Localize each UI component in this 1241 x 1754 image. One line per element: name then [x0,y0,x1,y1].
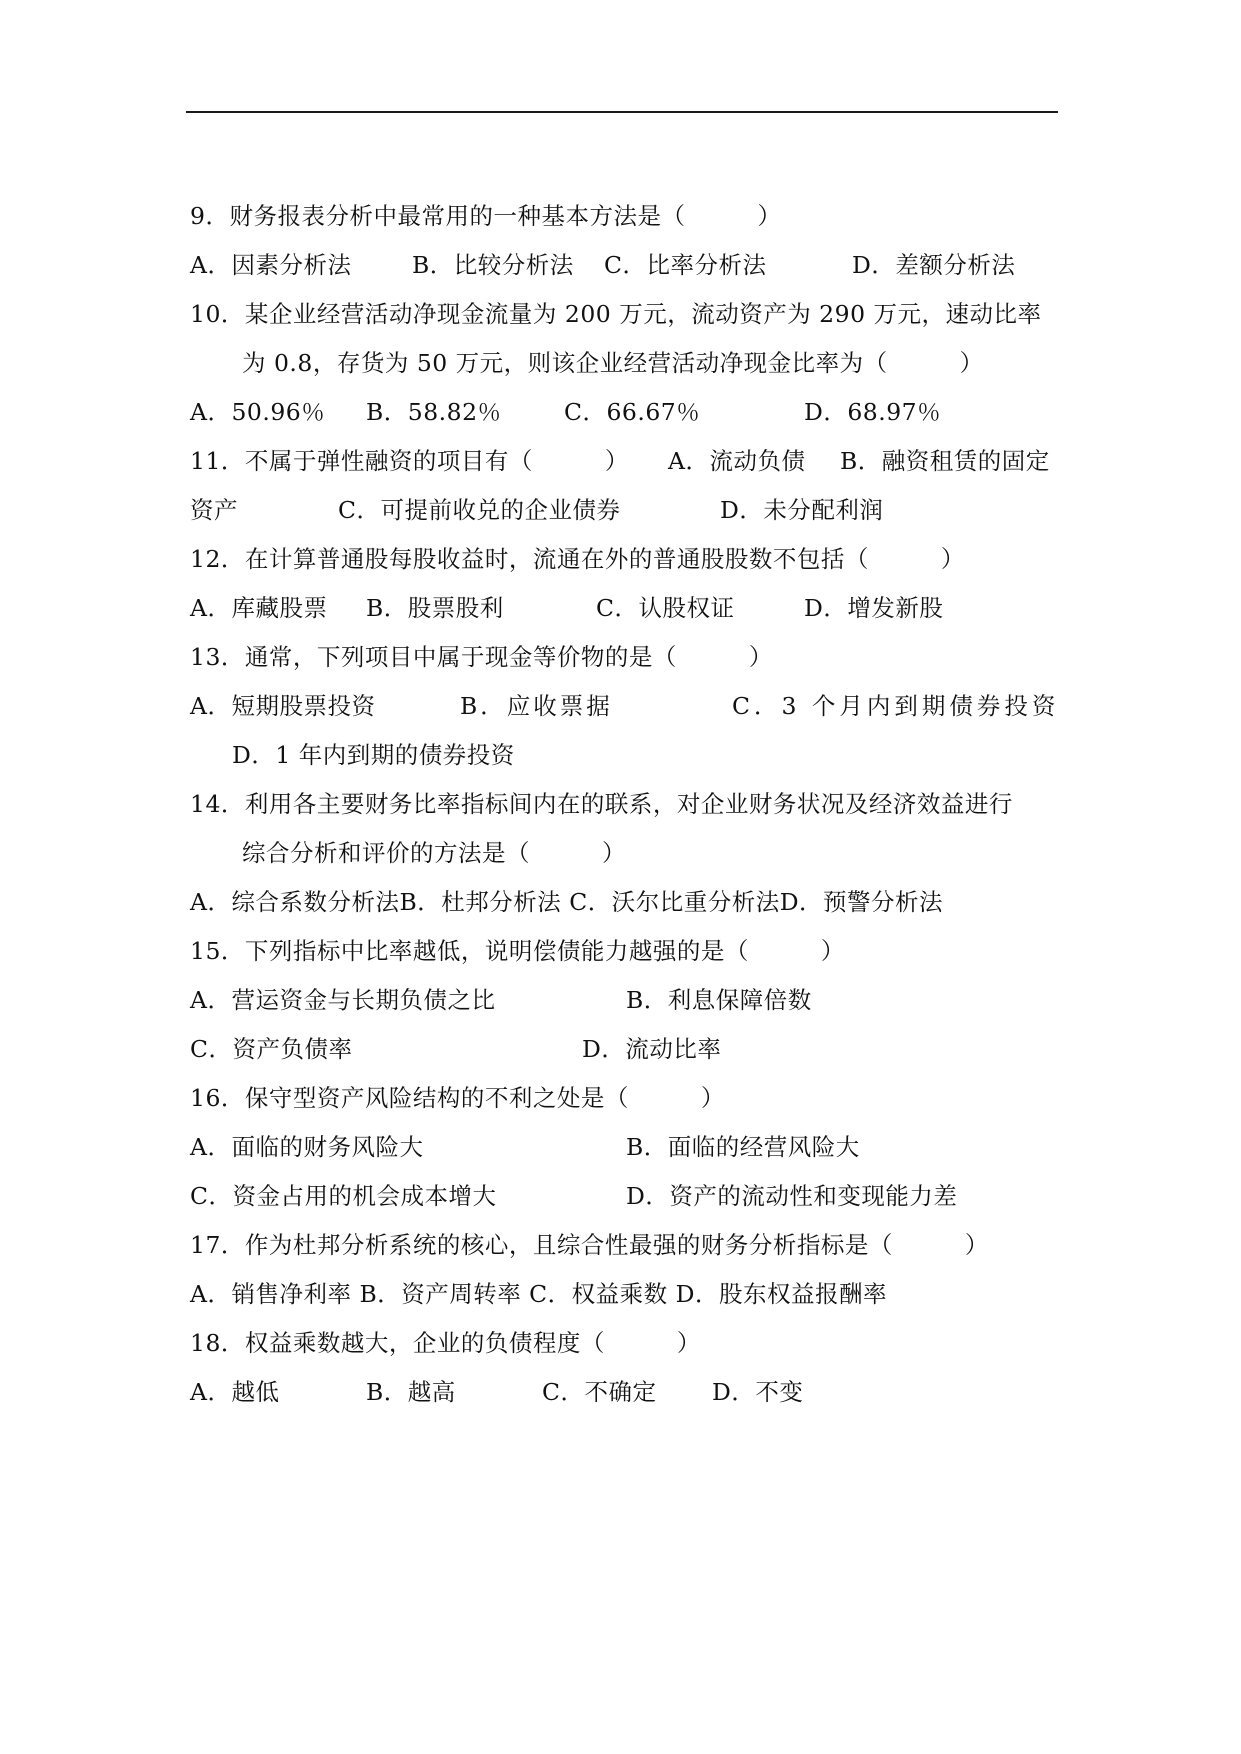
option-b: B．股票股利 [366,594,504,622]
option-a: A．库藏股票 [190,594,328,622]
option-c: C．资产负债率 [190,1035,353,1063]
option-c: C．66.67％ [564,398,701,426]
question-15-options-row-1 [190,982,1058,1018]
option-b: B．58.82％ [366,398,502,426]
question-18-options [190,1374,1058,1410]
option-d: D．资产的流动性和变现能力差 [626,1182,958,1210]
question-13-option-d: D．1 年内到期的债券投资 [232,741,515,769]
question-14-stem-line-1: 14．利用各主要财务比率指标间内在的联系，对企业财务状况及经济效益进行 [190,790,1013,818]
question-17-stem: 17．作为杜邦分析系统的核心，且综合性最强的财务分析指标是（ ） [190,1231,989,1259]
option-a: A．短期股票投资 [190,692,376,720]
option-d: D．流动比率 [582,1035,722,1063]
option-a: A．流动负债 [668,447,806,475]
option-d: D．不变 [712,1378,804,1406]
question-9-options [190,247,1058,283]
question-17-options: A．销售净利率 B．资产周转率 C．权益乘数 D．股东权益报酬率 [190,1280,887,1308]
header-rule [186,111,1058,113]
option-c: C．不确定 [542,1378,657,1406]
option-b: B．应收票据 [460,692,613,720]
question-12-options [190,590,1058,626]
question-14-options: A．综合系数分析法B．杜邦分析法 C．沃尔比重分析法D．预警分析法 [190,888,944,916]
question-16-stem: 16．保守型资产风险结构的不利之处是（ ） [190,1084,725,1112]
question-10-stem-line-2: 为 0.8，存货为 50 万元，则该企业经营活动净现金比率为（ ） [242,349,984,377]
question-11-stem-line-1 [190,443,1058,479]
option-a: A．面临的财务风险大 [190,1133,424,1161]
question-9-stem: 9．财务报表分析中最常用的一种基本方法是（ ） [190,202,782,230]
option-b: B．面临的经营风险大 [626,1133,860,1161]
question-13-options [190,688,1058,724]
question-16-options-row-2 [190,1178,1058,1214]
question-10-stem-line-1: 10．某企业经营活动净现金流量为 200 万元，流动资产为 290 万元，速动比率 [190,300,1042,328]
question-11-stem: 11．不属于弹性融资的项目有（ ） [190,447,629,475]
question-16-options-row-1 [190,1129,1058,1165]
question-15-stem: 15．下列指标中比率越低，说明偿债能力越强的是（ ） [190,937,845,965]
question-15-options-row-2 [190,1031,1058,1067]
option-c: C．比率分析法 [604,251,767,279]
option-a: A．越低 [190,1378,280,1406]
option-b: B．利息保障倍数 [626,986,812,1014]
question-13-stem: 13．通常，下列项目中属于现金等价物的是（ ） [190,643,773,671]
option-a: A．营运资金与长期负债之比 [190,986,496,1014]
option-b: B．融资租赁的固定 [840,447,1050,475]
option-d: D．差额分析法 [852,251,1016,279]
option-c: C．可提前收兑的企业债券 [338,496,621,524]
option-d: D．增发新股 [804,594,944,622]
option-c: C．资金占用的机会成本增大 [190,1182,497,1210]
question-12-stem: 12．在计算普通股每股收益时，流通在外的普通股股数不包括（ ） [190,545,965,573]
question-18-stem: 18．权益乘数越大，企业的负债程度（ ） [190,1329,701,1357]
option-d: D．68.97％ [804,398,942,426]
question-11-line-2 [190,492,1058,528]
option-c: C．3 个月内到期债券投资 [732,692,1060,720]
option-d: D．未分配利润 [720,496,884,524]
question-10-options [190,394,1058,430]
option-c: C．认股权证 [596,594,735,622]
question-14-stem-line-2: 综合分析和评价的方法是（ ） [242,839,626,867]
option-b: B．比较分析法 [412,251,574,279]
option-b-continued: 资产 [190,496,238,524]
option-b: B．越高 [366,1378,456,1406]
option-a: A．50.96％ [190,398,326,426]
option-a: A．因素分析法 [190,251,352,279]
